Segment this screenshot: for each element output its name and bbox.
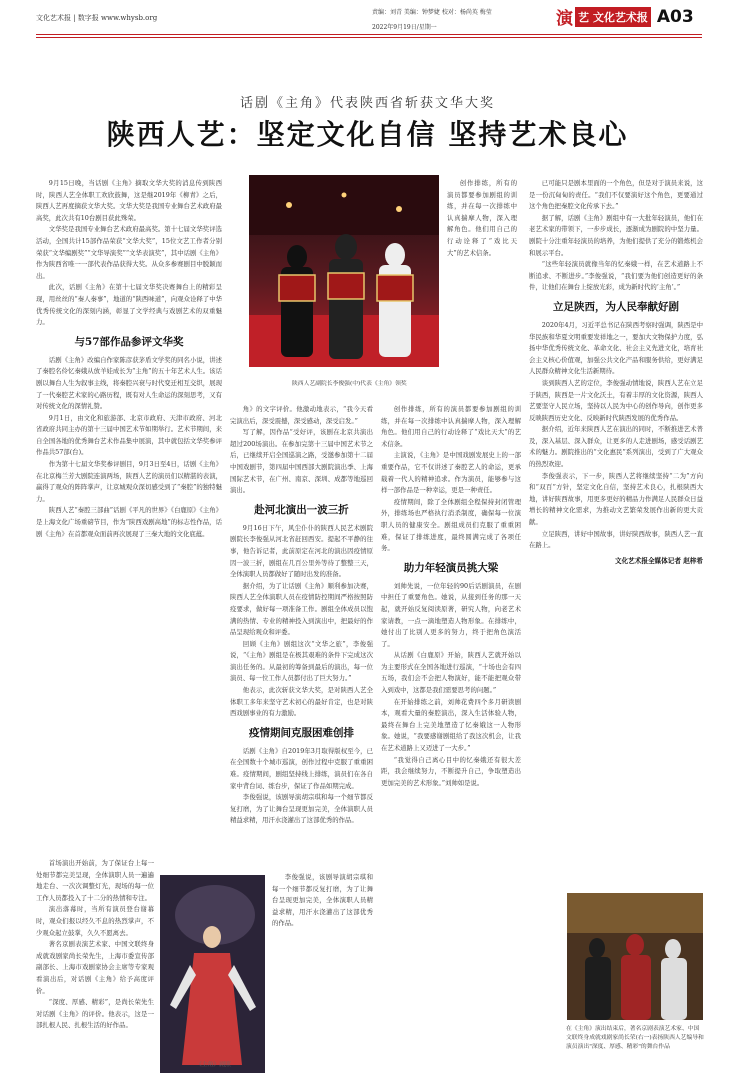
- paragraph: 主演说，《主角》是中国戏剧发展史上的一部重要作品，它不仅讲述了秦腔艺人的命运，更承载着一代人的精神追求。作为演员，能够参与这样一部作品是一种幸运，更是一种责任。: [381, 451, 521, 495]
- paragraph: 演出落幕时，当所有演员登台谢幕时，观众们报以经久不息的热烈掌声，不少观众起立鼓掌，久久不愿离去。: [36, 905, 154, 937]
- paragraph: 9月1日，由文化和旅游部、北京市政府、天津市政府、河北省政府共同主办的第十三届中国艺术节如期举行。艺术节期间，来自全国各地的优秀舞台艺术作品集中展演，其中就包括文华奖参评作品共57部(台)。: [36, 413, 222, 457]
- paragraph: 在开始排练之前，刘帅花费四个多月研读剧本，观看大量的秦腔演出，深入生活体验人物，最终在舞台上完美地塑造了忆秦娥这一人物形象。她说，“我要感谢剧组给了我这次机会，让我在艺术道路上又迈进了一大步。”: [381, 697, 521, 753]
- article-col-3a: [447, 178, 517, 400]
- paragraph: 创作排练，所有的演员都要参加剧组的训练，并在每一次排练中认真揣摩人物，深入理解角色。他们用自己的行动诠释了“戏比天大”的艺术信条。: [447, 179, 517, 257]
- article-col-1b: [36, 858, 154, 1076]
- header-editors: 责编：刘青 美编：钟梦婕 校对：杨尚英 梅莹 2022年9月19日/星期一: [372, 9, 492, 31]
- header-section-site: 文化艺术报 | 数字报 www.whysb.org: [36, 14, 158, 22]
- subheading-young-actors: 助力年轻演员挑大梁: [403, 561, 499, 574]
- paragraph: 2020年4月，习近平总书记在陕西考察时强调，陕西是中华民族和华夏文明重要发祥地之一，要加大文物保护力度，弘扬中华优秀传统文化、革命文化、社会主义先进文化，培育社会主义核心价值观，加强公共文化产品和服务供给，更好满足人民群众精神文化生活新期待。: [529, 320, 703, 376]
- article-col-2b: [272, 872, 373, 1072]
- paragraph: 据了解，话剧《主角》剧组中有一大批年轻演员，他们在老艺术家的带领下，一步步成长，逐渐成为剧院的中坚力量。剧院十分注重年轻演员的培养，为他们提供了充分的锻炼机会和展示平台。: [529, 213, 703, 257]
- paragraph: 创作排练，所有的演员都要参加剧组的训练，并在每一次排练中认真揣摩人物，深入理解角色。他们用自己的行动诠释了“戏比天大”的艺术信条。: [381, 405, 521, 448]
- header-rule: [36, 34, 702, 35]
- paragraph: 谈到陕西人艺的定位，李俊强动情地说，陕西人艺在立足于陕西，陕西是一片文化沃土，有着丰厚的文化资源，陕西人艺要坚守人民立场，坚持以人民为中心的创作导向，创作更多反映陕西历史文化、反映新时代陕西发展的优秀作品。: [529, 378, 703, 422]
- article-col-1: [36, 178, 222, 853]
- paragraph: 李俊强表示，下一步，陕西人艺将继续坚持“二为”方向和“双百”方针，坚定文化自信，坚持艺术良心，扎根陕西大地，讲好陕西故事，用更多更好的精品力作满足人民群众日益增长的精神文化需求，为推动文艺繁荣发展作出新的更大贡献。: [529, 471, 703, 527]
- stage-photo-caption: 《主角》剧照: [196, 1062, 231, 1068]
- award-photo-caption: 陕西人艺副院长李俊强(中)代表《主角》领奖: [292, 381, 407, 387]
- paragraph: 从话剧《白鹿原》开始，陕西人艺就开始以为主要形式在全国各地进行巡演，“十场也会有四五场，我们会不会把人物演好，能不能把观众带入到戏中，这都是我们需要思考的问题。”: [381, 651, 521, 695]
- paragraph: “这些年轻演员就像当年的忆秦娥一样，在艺术道路上不断追求、不断进步。”李俊强说，“我们要为他们创造更好的条件，让他们在舞台上绽放光彩，成为新时代的‘主角’。”: [529, 260, 703, 292]
- paragraph: 写了解，因作品“受好评，该剧在北京共演出超过200场演出。在参加完第十三届中国艺术节之后，已继续开启全国巡演之路，受邀参加第十二届中国戏剧节，第四届中国西部大剧院演出季、上海国际艺术节，在广州、南京、深圳、成都等地巡回演出。: [230, 428, 373, 495]
- shang-photo-caption: 在《主角》演出结束后，著名京剧表演艺术家、中国文联终身成就戏剧家尚长荣(右一)表扬陕西人艺编导和演员演出"深度、厚感、精彩"的舞台作品: [566, 1026, 704, 1050]
- paragraph: 他表示，此次斩获文华大奖，是对陕西人艺全体职工多年来坚守艺术初心的最好肯定，也是对陕西戏剧事业的有力激励。: [230, 686, 373, 718]
- paragraph: 角》的文字评价。他激动地表示，“我今天看完演出后，深受震撼，深受感动，深受启发。”: [230, 405, 373, 425]
- paragraph: 文华奖是我国专业舞台艺术政府最高奖。第十七届文华奖评选活动，全国共计15部作品荣获“文华大奖”，15位文艺工作者分别荣获“文华编剧奖”“文华导演奖”“文华表演奖”，其中话剧《主角》作为陕西省唯一一部代表作品获得大奖。从众多参赛剧目中脱颖而出。: [36, 225, 222, 280]
- header-rule-thin: [36, 37, 702, 38]
- article-col-4: [529, 178, 703, 888]
- masthead-logo: [556, 4, 694, 29]
- paragraph: 话剧《主角》自2019年3月取得版权至今，已在全国数十个城市巡演，创作过程中克服了重重困难。疫情期间，剧组坚持线上排练，演员们在各自家中背台词、练台步，保证了作品如期完成。: [230, 746, 373, 790]
- brand-mark: 艺 文化艺术报: [575, 7, 651, 27]
- article-col-3: [381, 404, 521, 1074]
- paragraph: 此次，话剧《主角》在第十七届文华奖决赛舞台上的精彩呈现，用丝丝的“秦人秦事”，地道的“陕西味道”，向观众诠释了中华优秀传统文化的深刻内涵，彰显了文学经典与戏剧艺术的双重魅力。: [36, 283, 222, 327]
- paragraph: 著名京剧表演艺术家、中国文联终身成就戏剧家尚长荣先生，上海市委宣传部副部长、上海市戏剧家协会主席等专家观看演出后，对话剧《主角》给予高度评价。: [36, 940, 154, 995]
- paragraph: 李俊强说，该剧导演胡宗琪和每一个细节都反复打磨，为了让舞台呈现更加完美，全体演职人员精益求精，用汗水浇灌出了这部优秀的作品。: [230, 793, 373, 825]
- paragraph: 据介绍，近年来陕西人艺在演出的同时，不断推进艺术普及，深入基层、深入群众，让更多的人走进剧场，感受话剧艺术的魅力。剧院推出的“文化惠民”系列演出，受到了广大观众的热烈欢迎。: [529, 425, 703, 469]
- section-name: 演: [556, 9, 573, 29]
- paragraph: 立足陕西，讲好中国故事，讲好陕西故事，陕西人艺一直在路上。: [529, 529, 703, 550]
- headline: 陕西人艺：坚定文化自信 坚持艺术良心: [106, 118, 629, 151]
- page-number: A03: [656, 6, 694, 27]
- paragraph: 李俊强说，该剧导演胡宗琪和每一个细节都反复打磨，为了让舞台呈现更加完美，全体演职人员精益求精，用汗水浇灌出了这部优秀的作品。: [272, 873, 373, 928]
- subheading-pandemic: 疫情期间克服困难创排: [249, 726, 354, 739]
- paragraph: 据介绍，为了让话剧《主角》顺利参加决赛，陕西人艺全体演职人员在疫情防控期间严格按照防疫要求，做好每一项准备工作。剧组全体成员以饱满的热情、专业的精神投入到演出中，把最好的作品呈现给观众和评委。: [230, 581, 373, 637]
- paragraph: 回顾《主角》剧组这次“文华之旅”，李俊强说，“《主角》剧组是在极其艰难的条件下完成这次演出任务的。从最初的筹备到最后的演出，每一位演员、每一位工作人员都付出了巨大努力。”: [230, 639, 373, 683]
- subheading-hebei: 赴河北演出一波三折: [254, 503, 349, 516]
- paragraph: 9月16日下午，风尘仆仆的陕西人民艺术剧院剧院长李俊强从河北省赶回西安。提起不平静的往事，他告诉记者，此前原定在河北的演出因疫情原因一波三折，剧组在几百公里外等待了整整三天，全体演职人员都做好了随时出发的准备。: [230, 523, 373, 579]
- stage-photo: [160, 875, 265, 1073]
- paragraph: “深度、厚感、精彩”，是尚长荣先生对话剧《主角》的评价。他表示，这是一部扎根人民、扎根生活的好作品。: [36, 998, 154, 1030]
- award-photo: [249, 175, 439, 367]
- paragraph: 疫情期间，除了全体剧组全程保持封闭管理外，排练场也严格执行消杀制度，确保每一位演职人员的健康安全。剧组成员们克服了重重困难，保证了排练进度，最终圆满完成了各项任务。: [381, 497, 521, 553]
- paragraph: 9月15日晚，当话剧《主角》摘取文华大奖的消息传到陕西时，陕西人艺全体职工欢欣鼓舞，这是继2019年《柳青》之后，陕西人艺再度摘获文华大奖。文华大奖是我国专业舞台艺术政府最高奖，此次共有10台剧目获此殊荣。: [36, 179, 222, 222]
- article-col-2: [230, 404, 373, 869]
- paragraph: 已可能只是剧本里面的一个角色，但是对于演员来说，这是一份沉甸甸的责任。“我们不仅要演好这个角色，更要通过这个角色把秦腔文化传承下去。”: [529, 179, 703, 211]
- paragraph: 话剧《主角》改编自作家陈彦获茅盾文学奖的同名小说，讲述了秦腔名伶忆秦娥从放羊娃成长为“主角”的五十年艺术人生。该话剧以舞台人生为叙事主线，将秦腔兴衰与时代变迁相互交织，展现了一代秦腔艺术家的心路历程，既有对人生命运的深刻思考，又有对传统文化的深情礼赞。: [36, 355, 222, 411]
- paragraph: 陕西人艺“秦腔三部曲”话剧《平凡的世界》《白鹿原》《主角》是上海文化广场重磅节目，作为“陕西戏剧高地”的标志性作品，话剧《主角》在首都观众面前再次展现了三秦大地的文化底蕴。: [36, 506, 222, 538]
- subheading-57-works: 与57部作品参评文华奖: [74, 335, 184, 348]
- subheading-shaanxi: 立足陕西，为人民奉献好剧: [553, 300, 679, 313]
- author-byline: 文化艺术报全媒体记者 赵梓希: [614, 556, 703, 565]
- paragraph: 作为第十七届文华奖参评剧目，9月3日至4日，话剧《主角》在北京梅兰芳大剧院连演两场，陕西人艺的演员们以精湛的表演，赢得了观众的阵阵掌声，让京城观众深切感受到了“秦腔”的独特魅力。: [36, 460, 222, 503]
- paragraph: 首场演出开始前，为了保证台上每一处细节都完美呈现，全体演职人员一遍遍地走台、一次次调整灯光，现场的每一位工作人员都投入了十二分的热情和专注。: [36, 859, 154, 902]
- paragraph: 刘帅先说，一位年轻的90后话剧演员，在剧中担任了重要角色。她说，从接到任务的那一天起，就开始反复阅读原著，研究人物，向老艺术家请教，一点一滴地塑造人物形象。在排练中，她付出了比别人更多的努力，终于把角色演活了。: [381, 581, 521, 648]
- paragraph: “我觉得自己离心目中的忆秦娥还有很大差距，我会继续努力，不断提升自己，争取塑造出更加完美的艺术形象。”刘帅如是说。: [381, 755, 521, 787]
- kicker: 话剧《主角》代表陕西省斩获文华大奖: [239, 96, 495, 111]
- shang-photo: [567, 893, 703, 1020]
